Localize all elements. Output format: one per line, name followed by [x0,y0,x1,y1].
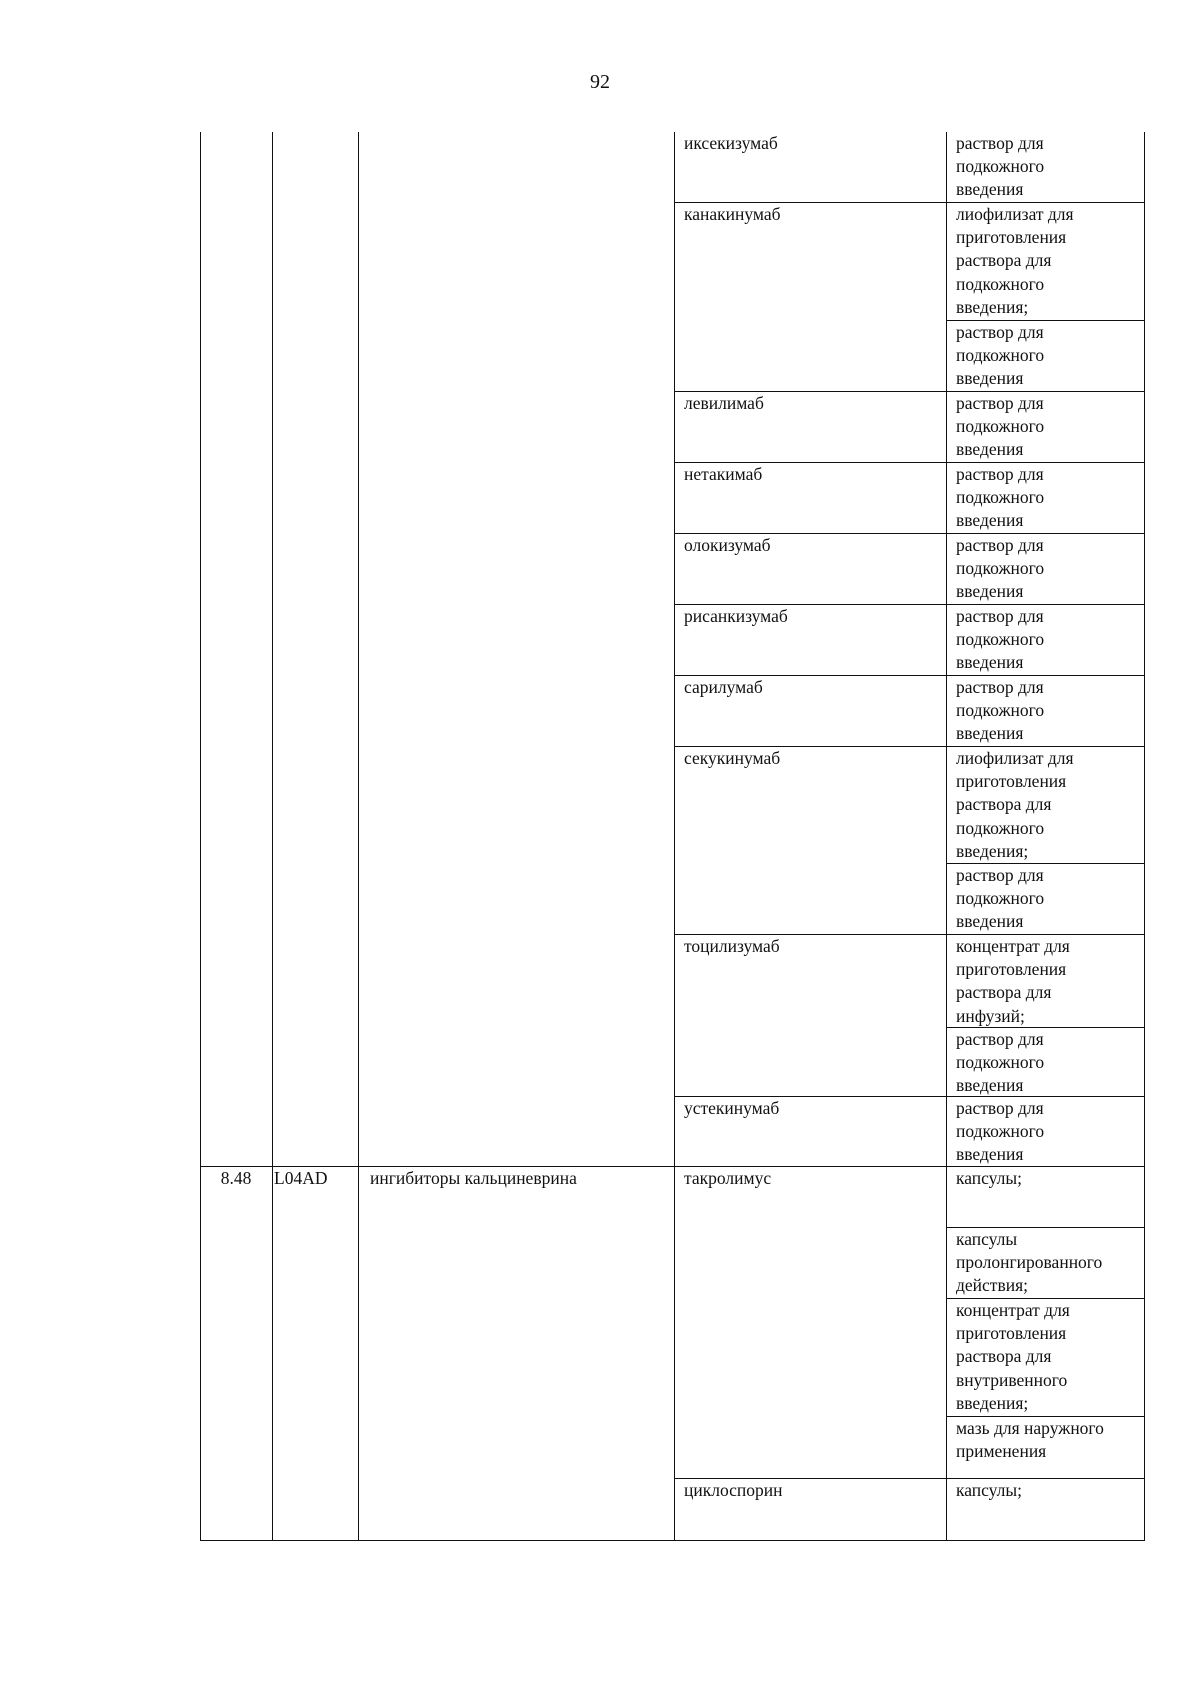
table-left-border [200,1166,201,1540]
table-col-divider-drug [946,132,947,1540]
table-bottom-border [200,1540,1145,1541]
drug-name: циклоспорин [684,1480,783,1500]
dosage-form: раствор для подкожного введения [956,393,1045,460]
dosage-form: раствор для подкожного введения [956,535,1045,602]
drug-name: устекинумаб [684,1098,780,1118]
dosage-form: раствор для подкожного введения [956,677,1045,744]
drug-name: тоцилизумаб [684,936,780,956]
dosage-form: капсулы пролонгированного действия; [956,1229,1103,1296]
dosage-form: раствор для подкожного введения [956,1029,1045,1096]
drug-name: левилимаб [684,393,764,413]
drug-name: сарилумаб [684,677,763,697]
medication-table [200,132,1146,1540]
dosage-form: раствор для подкожного введения [956,133,1045,200]
drug-name: секукинумаб [684,748,781,768]
drug-name: канакинумаб [684,204,781,224]
dosage-form: раствор для подкожного введения [956,464,1045,531]
table-right-border [1144,132,1145,1540]
dosage-form: концентрат для приготовления раствора для внутривенного введения; [956,1300,1070,1413]
table-col-divider-group [674,132,675,1540]
dosage-form: капсулы; [956,1480,1023,1500]
drug-name: такролимус [684,1168,772,1188]
table-col-divider-code [358,132,359,1540]
dosage-form: раствор для подкожного введения [956,322,1045,389]
drug-name: олокизумаб [684,535,771,555]
dosage-form: лиофилизат для приготовления раствора для подкожного введения; [956,204,1074,317]
dosage-form: раствор для подкожного введения [956,1098,1045,1165]
dosage-form: концентрат для приготовления раствора для инфузий; [956,936,1070,1026]
dosage-form: раствор для подкожного введения [956,606,1045,673]
group-name: ингибиторы кальциневрина [370,1168,577,1188]
table-left-border-top [200,132,201,1166]
drug-name: иксекизумаб [684,133,778,153]
dosage-form: раствор для подкожного введения [956,865,1045,932]
row-number: 8.48 [220,1168,252,1188]
drug-name: рисанкизумаб [684,606,788,626]
page-number: 92 [590,71,610,93]
atc-code: L04AD [274,1168,328,1188]
drug-name: нетакимаб [684,464,763,484]
dosage-form: мазь для наружного применения [956,1418,1104,1462]
table-col-divider-num [272,132,273,1540]
dosage-form: лиофилизат для приготовления раствора для подкожного введения; [956,748,1074,861]
dosage-form: капсулы; [956,1168,1023,1188]
